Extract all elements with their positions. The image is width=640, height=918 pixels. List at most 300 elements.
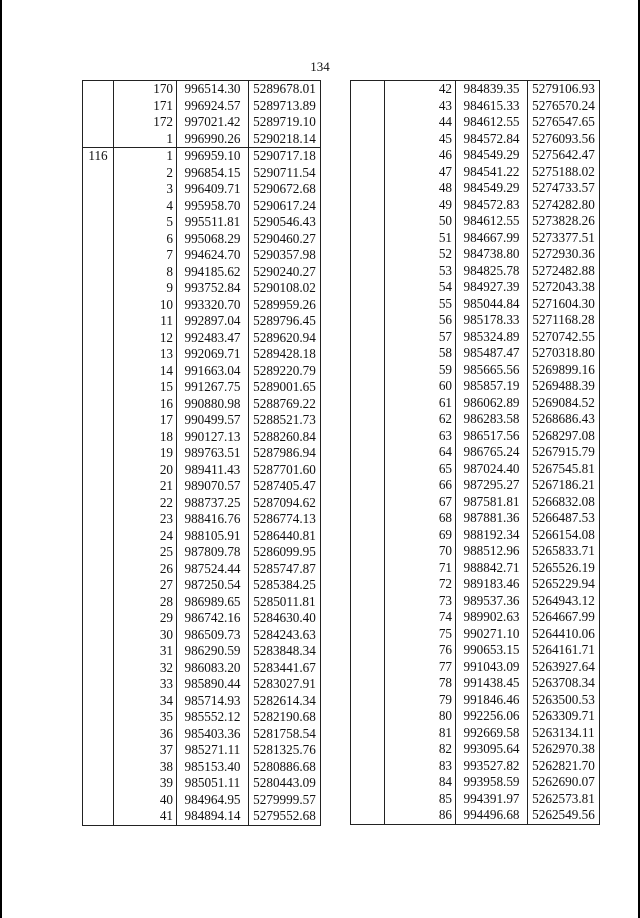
point-number-cell: 79 <box>385 692 456 709</box>
y-coordinate-cell: 5276547.65 <box>528 114 600 131</box>
section-cell <box>351 180 385 197</box>
y-coordinate-cell: 5267915.79 <box>528 444 600 461</box>
point-number-cell: 51 <box>385 230 456 247</box>
section-cell <box>83 247 114 264</box>
section-cell <box>83 528 114 545</box>
x-coordinate-cell: 984612.55 <box>456 213 528 230</box>
y-coordinate-cell: 5262970.38 <box>528 741 600 758</box>
table-row <box>83 264 321 281</box>
point-number-cell: 62 <box>385 411 456 428</box>
point-number-cell: 35 <box>114 709 177 726</box>
table-row <box>351 164 600 181</box>
table-row <box>351 626 600 643</box>
section-cell <box>351 791 385 808</box>
point-number-cell: 84 <box>385 774 456 791</box>
y-coordinate-cell: 5280443.09 <box>249 775 321 792</box>
point-number-cell: 78 <box>385 675 456 692</box>
point-number-cell: 31 <box>114 643 177 660</box>
point-number-cell: 65 <box>385 461 456 478</box>
point-number-cell: 23 <box>114 511 177 528</box>
table-row <box>83 429 321 446</box>
point-number-cell: 61 <box>385 395 456 412</box>
y-coordinate-cell: 5271604.30 <box>528 296 600 313</box>
point-number-cell: 13 <box>114 346 177 363</box>
table-row <box>83 131 321 148</box>
y-coordinate-cell: 5263134.11 <box>528 725 600 742</box>
x-coordinate-cell: 984549.29 <box>456 180 528 197</box>
x-coordinate-cell: 987809.78 <box>177 544 249 561</box>
section-cell <box>351 246 385 263</box>
point-number-cell: 76 <box>385 642 456 659</box>
section-cell <box>83 214 114 231</box>
section-cell <box>351 411 385 428</box>
point-number-cell: 36 <box>114 726 177 743</box>
point-number-cell: 7 <box>114 247 177 264</box>
section-cell <box>351 164 385 181</box>
table-row <box>83 561 321 578</box>
y-coordinate-cell: 5269899.16 <box>528 362 600 379</box>
table-row <box>83 693 321 710</box>
table-row <box>83 742 321 759</box>
x-coordinate-cell: 996854.15 <box>177 165 249 182</box>
y-coordinate-cell: 5272043.38 <box>528 279 600 296</box>
table-row <box>83 280 321 297</box>
y-coordinate-cell: 5286440.81 <box>249 528 321 545</box>
point-number-cell: 86 <box>385 807 456 824</box>
table-row <box>351 741 600 758</box>
section-cell <box>351 477 385 494</box>
y-coordinate-cell: 5262573.81 <box>528 791 600 808</box>
table-row <box>83 198 321 215</box>
point-number-cell: 83 <box>385 758 456 775</box>
y-coordinate-cell: 5270318.80 <box>528 345 600 362</box>
table-row <box>83 330 321 347</box>
point-number-cell: 64 <box>385 444 456 461</box>
x-coordinate-cell: 991267.75 <box>177 379 249 396</box>
y-coordinate-cell: 5290672.68 <box>249 181 321 198</box>
table-row <box>83 98 321 115</box>
x-coordinate-cell: 984894.14 <box>177 808 249 825</box>
x-coordinate-cell: 990880.98 <box>177 396 249 413</box>
y-coordinate-cell: 5265833.71 <box>528 543 600 560</box>
y-coordinate-cell: 5262690.07 <box>528 774 600 791</box>
x-coordinate-cell: 991846.46 <box>456 692 528 709</box>
x-coordinate-cell: 993095.64 <box>456 741 528 758</box>
section-cell <box>351 81 385 98</box>
section-cell <box>83 131 114 148</box>
y-coordinate-cell: 5287405.47 <box>249 478 321 495</box>
point-number-cell: 5 <box>114 214 177 231</box>
y-coordinate-cell: 5269488.39 <box>528 378 600 395</box>
y-coordinate-cell: 5268686.43 <box>528 411 600 428</box>
point-number-cell: 9 <box>114 280 177 297</box>
section-cell <box>351 609 385 626</box>
y-coordinate-cell: 5290108.02 <box>249 280 321 297</box>
y-coordinate-cell: 5271168.28 <box>528 312 600 329</box>
x-coordinate-cell: 984927.39 <box>456 279 528 296</box>
section-cell <box>351 708 385 725</box>
table-row <box>351 345 600 362</box>
y-coordinate-cell: 5289220.79 <box>249 363 321 380</box>
section-cell <box>83 280 114 297</box>
section-cell <box>351 428 385 445</box>
x-coordinate-cell: 986083.20 <box>177 660 249 677</box>
point-number-cell: 42 <box>385 81 456 98</box>
point-number-cell: 16 <box>114 396 177 413</box>
x-coordinate-cell: 988737.25 <box>177 495 249 512</box>
point-number-cell: 60 <box>385 378 456 395</box>
table-row <box>351 758 600 775</box>
y-coordinate-cell: 5285747.87 <box>249 561 321 578</box>
x-coordinate-cell: 986765.24 <box>456 444 528 461</box>
y-coordinate-cell: 5289959.26 <box>249 297 321 314</box>
section-cell <box>83 81 114 98</box>
section-cell <box>351 444 385 461</box>
point-number-cell: 63 <box>385 428 456 445</box>
table-row <box>351 362 600 379</box>
y-coordinate-cell: 5286099.95 <box>249 544 321 561</box>
section-cell <box>83 627 114 644</box>
x-coordinate-cell: 985714.93 <box>177 693 249 710</box>
point-number-cell: 33 <box>114 676 177 693</box>
y-coordinate-cell: 5290617.24 <box>249 198 321 215</box>
x-coordinate-cell: 985665.56 <box>456 362 528 379</box>
y-coordinate-cell: 5279999.57 <box>249 792 321 809</box>
table-row <box>83 775 321 792</box>
section-cell <box>83 462 114 479</box>
point-number-cell: 54 <box>385 279 456 296</box>
table-row <box>83 577 321 594</box>
point-number-cell: 39 <box>114 775 177 792</box>
section-cell <box>83 379 114 396</box>
point-number-cell: 81 <box>385 725 456 742</box>
y-coordinate-cell: 5275642.47 <box>528 147 600 164</box>
section-cell <box>351 329 385 346</box>
x-coordinate-cell: 993958.59 <box>456 774 528 791</box>
x-coordinate-cell: 992483.47 <box>177 330 249 347</box>
point-number-cell: 82 <box>385 741 456 758</box>
point-number-cell: 1 <box>114 131 177 148</box>
table-row <box>83 214 321 231</box>
point-number-cell: 11 <box>114 313 177 330</box>
section-cell <box>83 165 114 182</box>
y-coordinate-cell: 5266154.08 <box>528 527 600 544</box>
y-coordinate-cell: 5287986.94 <box>249 445 321 462</box>
table-row <box>83 379 321 396</box>
table-row <box>351 263 600 280</box>
section-cell <box>351 576 385 593</box>
table-row <box>351 98 600 115</box>
table-row <box>83 462 321 479</box>
section-cell <box>83 544 114 561</box>
y-coordinate-cell: 5284630.40 <box>249 610 321 627</box>
section-cell <box>83 198 114 215</box>
x-coordinate-cell: 988416.76 <box>177 511 249 528</box>
y-coordinate-cell: 5289620.94 <box>249 330 321 347</box>
x-coordinate-cell: 989537.36 <box>456 593 528 610</box>
x-coordinate-cell: 985552.12 <box>177 709 249 726</box>
section-cell <box>83 759 114 776</box>
table-row <box>351 147 600 164</box>
point-number-cell: 53 <box>385 263 456 280</box>
x-coordinate-cell: 985857.19 <box>456 378 528 395</box>
x-coordinate-cell: 985051.11 <box>177 775 249 792</box>
point-number-cell: 46 <box>385 147 456 164</box>
section-cell <box>351 213 385 230</box>
table-row <box>351 543 600 560</box>
x-coordinate-cell: 995068.29 <box>177 231 249 248</box>
x-coordinate-cell: 984825.78 <box>456 263 528 280</box>
x-coordinate-cell: 986989.65 <box>177 594 249 611</box>
x-coordinate-cell: 987581.81 <box>456 494 528 511</box>
coordinates-table-right <box>350 80 600 825</box>
x-coordinate-cell: 984615.33 <box>456 98 528 115</box>
table-row <box>83 247 321 264</box>
table-row <box>351 213 600 230</box>
table-row <box>351 692 600 709</box>
section-cell <box>83 114 114 131</box>
y-coordinate-cell: 5266832.08 <box>528 494 600 511</box>
section-cell <box>83 297 114 314</box>
table-row <box>351 494 600 511</box>
table-row <box>351 461 600 478</box>
section-cell <box>351 461 385 478</box>
point-number-cell: 32 <box>114 660 177 677</box>
x-coordinate-cell: 985324.89 <box>456 329 528 346</box>
table-row <box>351 477 600 494</box>
table-row <box>351 197 600 214</box>
y-coordinate-cell: 5289713.89 <box>249 98 321 115</box>
section-cell <box>351 626 385 643</box>
y-coordinate-cell: 5269084.52 <box>528 395 600 412</box>
x-coordinate-cell: 997021.42 <box>177 114 249 131</box>
y-coordinate-cell: 5264667.99 <box>528 609 600 626</box>
section-cell <box>351 510 385 527</box>
section-cell <box>83 676 114 693</box>
table-row <box>83 445 321 462</box>
table-row <box>83 363 321 380</box>
table-row <box>351 791 600 808</box>
x-coordinate-cell: 986509.73 <box>177 627 249 644</box>
section-cell <box>83 594 114 611</box>
x-coordinate-cell: 992897.04 <box>177 313 249 330</box>
point-number-cell: 26 <box>114 561 177 578</box>
point-number-cell: 70 <box>385 543 456 560</box>
section-cell <box>351 494 385 511</box>
point-number-cell: 59 <box>385 362 456 379</box>
table-row <box>83 528 321 545</box>
y-coordinate-cell: 5263708.34 <box>528 675 600 692</box>
table-row <box>83 148 321 165</box>
table-row <box>351 675 600 692</box>
table-row <box>351 312 600 329</box>
table-row <box>351 180 600 197</box>
table-row <box>83 726 321 743</box>
table-row <box>351 560 600 577</box>
section-cell <box>351 675 385 692</box>
point-number-cell: 8 <box>114 264 177 281</box>
y-coordinate-cell: 5288521.73 <box>249 412 321 429</box>
point-number-cell: 171 <box>114 98 177 115</box>
point-number-cell: 45 <box>385 131 456 148</box>
x-coordinate-cell: 990499.57 <box>177 412 249 429</box>
x-coordinate-cell: 985153.40 <box>177 759 249 776</box>
point-number-cell: 22 <box>114 495 177 512</box>
section-cell <box>351 230 385 247</box>
point-number-cell: 71 <box>385 560 456 577</box>
x-coordinate-cell: 988105.91 <box>177 528 249 545</box>
point-number-cell: 67 <box>385 494 456 511</box>
x-coordinate-cell: 984612.55 <box>456 114 528 131</box>
y-coordinate-cell: 5290717.18 <box>249 148 321 165</box>
section-cell <box>351 362 385 379</box>
section-cell <box>83 478 114 495</box>
section-cell <box>351 807 385 824</box>
y-coordinate-cell: 5289678.01 <box>249 81 321 98</box>
section-cell <box>83 412 114 429</box>
table-row <box>83 114 321 131</box>
y-coordinate-cell: 5283441.67 <box>249 660 321 677</box>
y-coordinate-cell: 5287094.62 <box>249 495 321 512</box>
section-cell <box>83 495 114 512</box>
section-cell <box>83 808 114 825</box>
table-row <box>83 346 321 363</box>
point-number-cell: 21 <box>114 478 177 495</box>
y-coordinate-cell: 5284243.63 <box>249 627 321 644</box>
x-coordinate-cell: 989411.43 <box>177 462 249 479</box>
point-number-cell: 12 <box>114 330 177 347</box>
section-cell <box>351 345 385 362</box>
x-coordinate-cell: 990127.13 <box>177 429 249 446</box>
point-number-cell: 77 <box>385 659 456 676</box>
table-row <box>83 643 321 660</box>
table-row <box>351 659 600 676</box>
y-coordinate-cell: 5285011.81 <box>249 594 321 611</box>
x-coordinate-cell: 988842.71 <box>456 560 528 577</box>
x-coordinate-cell: 984572.83 <box>456 197 528 214</box>
y-coordinate-cell: 5263309.71 <box>528 708 600 725</box>
y-coordinate-cell: 5268297.08 <box>528 428 600 445</box>
y-coordinate-cell: 5266487.53 <box>528 510 600 527</box>
table-row <box>83 396 321 413</box>
x-coordinate-cell: 989763.51 <box>177 445 249 462</box>
point-number-cell: 75 <box>385 626 456 643</box>
point-number-cell: 15 <box>114 379 177 396</box>
section-cell <box>351 543 385 560</box>
x-coordinate-cell: 986062.89 <box>456 395 528 412</box>
section-cell <box>83 264 114 281</box>
point-number-cell: 44 <box>385 114 456 131</box>
x-coordinate-cell: 992669.58 <box>456 725 528 742</box>
point-number-cell: 58 <box>385 345 456 362</box>
table-row <box>351 725 600 742</box>
point-number-cell: 19 <box>114 445 177 462</box>
x-coordinate-cell: 994391.97 <box>456 791 528 808</box>
table-row <box>83 808 321 825</box>
y-coordinate-cell: 5263927.64 <box>528 659 600 676</box>
y-coordinate-cell: 5282190.68 <box>249 709 321 726</box>
section-cell <box>83 610 114 627</box>
x-coordinate-cell: 989183.46 <box>456 576 528 593</box>
table-row <box>351 609 600 626</box>
x-coordinate-cell: 994496.68 <box>456 807 528 824</box>
section-cell <box>351 642 385 659</box>
y-coordinate-cell: 5273828.26 <box>528 213 600 230</box>
point-number-cell: 14 <box>114 363 177 380</box>
table-row <box>351 774 600 791</box>
section-cell <box>351 197 385 214</box>
coordinates-table-right-body <box>351 81 600 825</box>
table-row <box>83 511 321 528</box>
section-cell <box>351 593 385 610</box>
table-row <box>83 544 321 561</box>
x-coordinate-cell: 987881.36 <box>456 510 528 527</box>
table-row <box>83 297 321 314</box>
x-coordinate-cell: 987295.27 <box>456 477 528 494</box>
y-coordinate-cell: 5290711.54 <box>249 165 321 182</box>
table-row <box>351 378 600 395</box>
table-row <box>83 594 321 611</box>
section-cell <box>351 98 385 115</box>
section-cell <box>83 742 114 759</box>
table-row <box>351 411 600 428</box>
point-number-cell: 69 <box>385 527 456 544</box>
section-cell <box>83 577 114 594</box>
x-coordinate-cell: 984541.22 <box>456 164 528 181</box>
page-number: 134 <box>310 59 330 74</box>
x-coordinate-cell: 993527.82 <box>456 758 528 775</box>
point-number-cell: 17 <box>114 412 177 429</box>
point-number-cell: 47 <box>385 164 456 181</box>
y-coordinate-cell: 5290357.98 <box>249 247 321 264</box>
point-number-cell: 1 <box>114 148 177 165</box>
table-row <box>351 329 600 346</box>
table-row <box>351 395 600 412</box>
section-cell <box>83 313 114 330</box>
section-cell <box>351 147 385 164</box>
section-cell <box>351 312 385 329</box>
y-coordinate-cell: 5265229.94 <box>528 576 600 593</box>
x-coordinate-cell: 984667.99 <box>456 230 528 247</box>
y-coordinate-cell: 5274733.57 <box>528 180 600 197</box>
x-coordinate-cell: 996924.57 <box>177 98 249 115</box>
x-coordinate-cell: 987024.40 <box>456 461 528 478</box>
section-cell <box>83 346 114 363</box>
point-number-cell: 20 <box>114 462 177 479</box>
section-cell <box>83 709 114 726</box>
table-row <box>351 114 600 131</box>
section-cell <box>351 725 385 742</box>
section-cell <box>351 114 385 131</box>
point-number-cell: 25 <box>114 544 177 561</box>
y-coordinate-cell: 5290218.14 <box>249 131 321 148</box>
point-number-cell: 4 <box>114 198 177 215</box>
point-number-cell: 72 <box>385 576 456 593</box>
coordinates-table-left <box>82 80 321 826</box>
section-cell <box>351 378 385 395</box>
point-number-cell: 3 <box>114 181 177 198</box>
section-cell <box>83 660 114 677</box>
point-number-cell: 172 <box>114 114 177 131</box>
point-number-cell: 27 <box>114 577 177 594</box>
table-row <box>83 759 321 776</box>
x-coordinate-cell: 985271.11 <box>177 742 249 759</box>
point-number-cell: 30 <box>114 627 177 644</box>
y-coordinate-cell: 5282614.34 <box>249 693 321 710</box>
x-coordinate-cell: 993752.84 <box>177 280 249 297</box>
x-coordinate-cell: 988512.96 <box>456 543 528 560</box>
section-cell <box>83 561 114 578</box>
